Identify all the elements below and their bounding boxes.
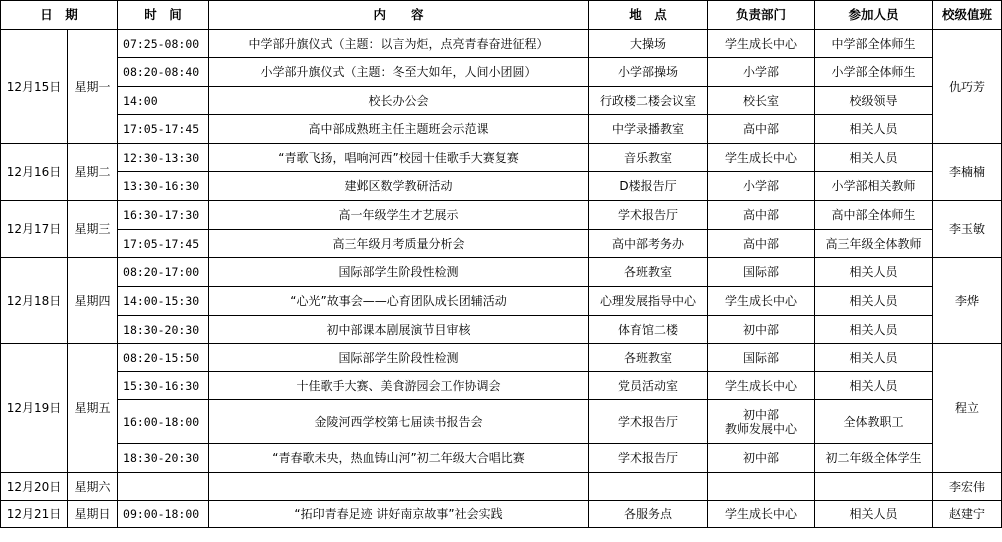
weekday-cell: 星期二: [68, 144, 118, 201]
participants-cell: 全体教职工: [815, 400, 933, 444]
participants-cell: 小学部相关教师: [815, 172, 933, 201]
schedule-row: [1, 316, 1002, 344]
time-cell: 12:30-13:30: [118, 144, 209, 172]
date-cell: 12月16日: [1, 144, 68, 201]
dept-line-1: 初中部: [743, 407, 780, 422]
schedule-row: [1, 287, 1002, 316]
place-cell: [589, 473, 708, 501]
participants-cell: 中学部全体师生: [815, 30, 933, 58]
weekday-cell: 星期一: [68, 30, 118, 144]
duty-cell: 仇巧芳: [933, 30, 1002, 144]
dept-cell: 高中部: [708, 201, 815, 230]
participants-cell: 相关人员: [815, 344, 933, 372]
dept-cell: 高中部: [708, 230, 815, 258]
weekday-cell: 星期六: [68, 473, 118, 501]
date-cell: 12月15日: [1, 30, 68, 144]
schedule-row: [1, 473, 1002, 501]
place-cell: 小学部操场: [589, 58, 708, 87]
schedule-row: [1, 444, 1002, 473]
dept-line-2: 教师发展中心: [725, 421, 798, 436]
content-cell: 金陵河西学校第七届读书报告会: [209, 400, 589, 444]
header-place: 地 点: [589, 1, 708, 30]
participants-cell: 初二年级全体学生: [815, 444, 933, 473]
header-participants: 参加人员: [815, 1, 933, 30]
dept-cell: [708, 400, 815, 444]
schedule-row: [1, 30, 1002, 58]
date-cell: 12月17日: [1, 201, 68, 258]
time-cell: 17:05-17:45: [118, 230, 209, 258]
time-cell: 13:30-16:30: [118, 172, 209, 201]
content-cell: 中学部升旗仪式（主题：以言为炬，点亮青春奋进征程）: [209, 30, 589, 58]
participants-cell: 相关人员: [815, 115, 933, 144]
schedule-row: [1, 115, 1002, 144]
date-cell: 12月21日: [1, 501, 68, 528]
content-cell: 高一年级学生才艺展示: [209, 201, 589, 230]
time-cell: 18:30-20:30: [118, 316, 209, 344]
participants-cell: 相关人员: [815, 501, 933, 528]
date-cell: 12月18日: [1, 258, 68, 344]
time-cell: 16:30-17:30: [118, 201, 209, 230]
schedule-row: [1, 258, 1002, 287]
participants-cell: 相关人员: [815, 316, 933, 344]
place-cell: 党员活动室: [589, 372, 708, 400]
time-cell: 08:20-15:50: [118, 344, 209, 372]
content-cell: 国际部学生阶段性检测: [209, 344, 589, 372]
dept-cell: 学生成长中心: [708, 372, 815, 400]
place-cell: 各班教室: [589, 258, 708, 287]
time-cell: 14:00: [118, 87, 209, 115]
content-cell: 高三年级月考质量分析会: [209, 230, 589, 258]
dept-cell: 小学部: [708, 172, 815, 201]
header-content: 内 容: [209, 1, 589, 30]
time-cell: 15:30-16:30: [118, 372, 209, 400]
date-cell: 12月20日: [1, 473, 68, 501]
time-cell: 07:25-08:00: [118, 30, 209, 58]
header-row: [1, 1, 1002, 30]
dept-cell: 初中部: [708, 316, 815, 344]
weekday-cell: 星期日: [68, 501, 118, 528]
time-cell: 18:30-20:30: [118, 444, 209, 473]
content-cell: “心光”故事会——心育团队成长团辅活动: [209, 287, 589, 316]
time-cell: 17:05-17:45: [118, 115, 209, 144]
content-cell: 校长办公会: [209, 87, 589, 115]
content-cell: 初中部课本剧展演节目审核: [209, 316, 589, 344]
dept-cell: 学生成长中心: [708, 30, 815, 58]
place-cell: 心理发展指导中心: [589, 287, 708, 316]
content-cell: 建邺区数学教研活动: [209, 172, 589, 201]
place-cell: 学术报告厅: [589, 201, 708, 230]
schedule-row: [1, 372, 1002, 400]
schedule-row: [1, 230, 1002, 258]
time-cell: 09:00-18:00: [118, 501, 209, 528]
duty-cell: 李宏伟: [933, 473, 1002, 501]
dept-cell: [708, 473, 815, 501]
participants-cell: 高中部全体师生: [815, 201, 933, 230]
content-cell: 高中部成熟班主任主题班会示范课: [209, 115, 589, 144]
content-cell: [209, 473, 589, 501]
participants-cell: 小学部全体师生: [815, 58, 933, 87]
date-cell: 12月19日: [1, 344, 68, 473]
place-cell: 大操场: [589, 30, 708, 58]
content-cell: 小学部升旗仪式（主题：冬至大如年，人间小团圆）: [209, 58, 589, 87]
duty-cell: 李楠楠: [933, 144, 1002, 201]
dept-cell: 高中部: [708, 115, 815, 144]
dept-cell: 学生成长中心: [708, 501, 815, 528]
weekday-cell: 星期五: [68, 344, 118, 473]
duty-cell: 程立: [933, 344, 1002, 473]
dept-cell: 国际部: [708, 258, 815, 287]
header-time: 时 间: [118, 1, 209, 30]
participants-cell: 校级领导: [815, 87, 933, 115]
schedule-row: [1, 344, 1002, 372]
content-cell: “拓印青春足迹 讲好南京故事”社会实践: [209, 501, 589, 528]
place-cell: 学术报告厅: [589, 444, 708, 473]
place-cell: 各班教室: [589, 344, 708, 372]
weekday-cell: 星期四: [68, 258, 118, 344]
dept-cell: 小学部: [708, 58, 815, 87]
time-cell: 16:00-18:00: [118, 400, 209, 444]
place-cell: 学术报告厅: [589, 400, 708, 444]
dept-cell: 学生成长中心: [708, 144, 815, 172]
dept-cell: 学生成长中心: [708, 287, 815, 316]
schedule-row: [1, 87, 1002, 115]
weekday-cell: 星期三: [68, 201, 118, 258]
time-cell: [118, 473, 209, 501]
header-dept: 负责部门: [708, 1, 815, 30]
participants-cell: [815, 473, 933, 501]
schedule-row: [1, 172, 1002, 201]
place-cell: 中学录播教室: [589, 115, 708, 144]
place-cell: 各服务点: [589, 501, 708, 528]
header-date: 日 期: [1, 1, 118, 30]
place-cell: D楼报告厅: [589, 172, 708, 201]
participants-cell: 相关人员: [815, 258, 933, 287]
schedule-row: [1, 201, 1002, 230]
time-cell: 08:20-08:40: [118, 58, 209, 87]
schedule-row: [1, 58, 1002, 87]
content-cell: 国际部学生阶段性检测: [209, 258, 589, 287]
header-duty: 校级值班: [933, 1, 1002, 30]
duty-cell: 李玉敏: [933, 201, 1002, 258]
content-cell: “青歌飞扬，唱响河西”校园十佳歌手大赛复赛: [209, 144, 589, 172]
schedule-row: [1, 400, 1002, 444]
content-cell: “青春歌未央，热血铸山河”初二年级大合唱比赛: [209, 444, 589, 473]
content-cell: 十佳歌手大赛、美食游园会工作协调会: [209, 372, 589, 400]
time-cell: 08:20-17:00: [118, 258, 209, 287]
participants-cell: 相关人员: [815, 287, 933, 316]
place-cell: 体育馆二楼: [589, 316, 708, 344]
dept-cell: 国际部: [708, 344, 815, 372]
dept-cell: 初中部: [708, 444, 815, 473]
participants-cell: 相关人员: [815, 144, 933, 172]
duty-cell: 赵建宁: [933, 501, 1002, 528]
schedule-row: [1, 144, 1002, 172]
place-cell: 音乐教室: [589, 144, 708, 172]
participants-cell: 相关人员: [815, 372, 933, 400]
dept-cell: 校长室: [708, 87, 815, 115]
place-cell: 行政楼二楼会议室: [589, 87, 708, 115]
place-cell: 高中部考务办: [589, 230, 708, 258]
time-cell: 14:00-15:30: [118, 287, 209, 316]
schedule-row: [1, 501, 1002, 528]
duty-cell: 李烨: [933, 258, 1002, 344]
participants-cell: 高三年级全体教师: [815, 230, 933, 258]
